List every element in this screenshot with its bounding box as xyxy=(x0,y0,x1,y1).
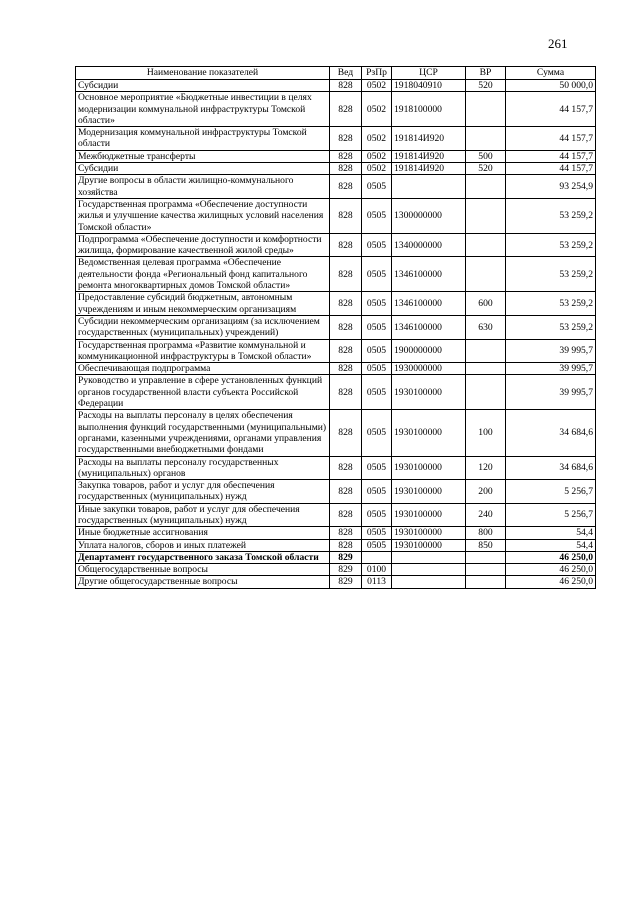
header-rzpr: РзПр xyxy=(362,67,392,80)
table-row xyxy=(76,539,596,551)
cell-name: Иные бюджетные ассигнования xyxy=(76,527,330,539)
cell-ved: 828 xyxy=(330,539,362,551)
cell-rzpr: 0502 xyxy=(362,150,392,162)
cell-sum: 5 256,7 xyxy=(506,503,596,527)
cell-vr: 100 xyxy=(466,410,506,456)
cell-vr xyxy=(466,564,506,576)
table-row xyxy=(76,339,596,363)
table-row xyxy=(76,292,596,316)
cell-vr: 850 xyxy=(466,539,506,551)
cell-rzpr: 0505 xyxy=(362,375,392,410)
cell-name: Департамент государственного заказа Томской области xyxy=(76,551,330,563)
cell-name: Ведомственная целевая программа «Обеспечение деятельности фонда «Региональный фонд капитального ремонта многоквартирных домов Томской области» xyxy=(76,257,330,292)
cell-vr xyxy=(466,375,506,410)
cell-sum: 46 250,0 xyxy=(506,576,596,588)
cell-csr: 1930000000 xyxy=(392,363,466,375)
cell-ved: 829 xyxy=(330,564,362,576)
cell-name: Руководство и управление в сфере установленных функций органов государственной власти субъекта Российской Федерации xyxy=(76,375,330,410)
cell-name: Иные закупки товаров, работ и услуг для обеспечения государственных (муниципальных) нужд xyxy=(76,503,330,527)
cell-ved: 829 xyxy=(330,576,362,588)
cell-sum: 44 157,7 xyxy=(506,92,596,127)
cell-csr xyxy=(392,576,466,588)
table-header-row xyxy=(76,67,596,80)
cell-vr xyxy=(466,198,506,233)
cell-name: Государственная программа «Развитие коммунальной и коммуникационной инфраструктуры в Томской области» xyxy=(76,339,330,363)
cell-name: Уплата налогов, сборов и иных платежей xyxy=(76,539,330,551)
cell-csr: 191814И920 xyxy=(392,127,466,151)
table-row xyxy=(76,480,596,504)
cell-name: Расходы на выплаты персоналу государственных (муниципальных) органов xyxy=(76,456,330,480)
cell-name: Субсидии xyxy=(76,163,330,175)
cell-vr: 500 xyxy=(466,150,506,162)
cell-vr xyxy=(466,576,506,588)
cell-csr xyxy=(392,564,466,576)
cell-rzpr: 0505 xyxy=(362,503,392,527)
cell-sum: 54,4 xyxy=(506,527,596,539)
cell-rzpr: 0502 xyxy=(362,163,392,175)
cell-ved: 828 xyxy=(330,233,362,257)
cell-csr: 1300000000 xyxy=(392,198,466,233)
table-row xyxy=(76,503,596,527)
cell-sum: 53 259,2 xyxy=(506,198,596,233)
cell-rzpr: 0505 xyxy=(362,456,392,480)
table-row xyxy=(76,175,596,199)
cell-csr: 1340000000 xyxy=(392,233,466,257)
cell-vr: 600 xyxy=(466,292,506,316)
cell-name: Другие общегосударственные вопросы xyxy=(76,576,330,588)
cell-vr: 240 xyxy=(466,503,506,527)
cell-ved: 828 xyxy=(330,150,362,162)
cell-sum: 34 684,6 xyxy=(506,410,596,456)
cell-rzpr: 0505 xyxy=(362,363,392,375)
cell-ved: 828 xyxy=(330,375,362,410)
cell-vr: 520 xyxy=(466,80,506,92)
cell-name: Субсидии некоммерческим организациям (за исключением государственных (муниципальных) учреждений) xyxy=(76,315,330,339)
cell-vr: 120 xyxy=(466,456,506,480)
cell-ved: 828 xyxy=(330,456,362,480)
cell-sum: 53 259,2 xyxy=(506,257,596,292)
cell-sum: 53 259,2 xyxy=(506,292,596,316)
cell-name: Закупка товаров, работ и услуг для обеспечения государственных (муниципальных) нужд xyxy=(76,480,330,504)
cell-ved: 828 xyxy=(330,175,362,199)
cell-sum: 54,4 xyxy=(506,539,596,551)
cell-csr: 1900000000 xyxy=(392,339,466,363)
header-sum: Сумма xyxy=(506,67,596,80)
cell-sum: 46 250,0 xyxy=(506,551,596,563)
cell-vr: 800 xyxy=(466,527,506,539)
cell-csr: 1346100000 xyxy=(392,315,466,339)
cell-rzpr: 0505 xyxy=(362,410,392,456)
table-row xyxy=(76,315,596,339)
cell-vr: 520 xyxy=(466,163,506,175)
cell-rzpr: 0502 xyxy=(362,80,392,92)
cell-ved: 828 xyxy=(330,339,362,363)
cell-name: Модернизация коммунальной инфраструктуры Томской области xyxy=(76,127,330,151)
cell-sum: 5 256,7 xyxy=(506,480,596,504)
cell-sum: 53 259,2 xyxy=(506,233,596,257)
table-row xyxy=(76,80,596,92)
table-row xyxy=(76,576,596,588)
cell-vr: 630 xyxy=(466,315,506,339)
cell-rzpr: 0100 xyxy=(362,564,392,576)
cell-name: Межбюджетные трансферты xyxy=(76,150,330,162)
cell-csr: 1930100000 xyxy=(392,456,466,480)
page-number: 261 xyxy=(548,36,568,51)
cell-ved: 828 xyxy=(330,257,362,292)
table-row xyxy=(76,198,596,233)
cell-csr: 1930100000 xyxy=(392,375,466,410)
cell-csr: 1930100000 xyxy=(392,527,466,539)
cell-csr: 191814И920 xyxy=(392,150,466,162)
cell-ved: 828 xyxy=(330,480,362,504)
cell-rzpr: 0505 xyxy=(362,315,392,339)
cell-vr xyxy=(466,233,506,257)
header-ved: Вед xyxy=(330,67,362,80)
cell-ved: 828 xyxy=(330,80,362,92)
cell-rzpr: 0505 xyxy=(362,198,392,233)
cell-name: Расходы на выплаты персоналу в целях обеспечения выполнения функций государственными (муниципальными) органами, казенными учреждениями, органами управления государственными внебюджетными фондами xyxy=(76,410,330,456)
cell-sum: 53 259,2 xyxy=(506,315,596,339)
cell-rzpr: 0505 xyxy=(362,480,392,504)
cell-ved: 828 xyxy=(330,363,362,375)
table-row xyxy=(76,564,596,576)
cell-ved: 828 xyxy=(330,292,362,316)
table-row xyxy=(76,233,596,257)
cell-vr xyxy=(466,363,506,375)
cell-sum: 34 684,6 xyxy=(506,456,596,480)
cell-csr: 191814И920 xyxy=(392,163,466,175)
cell-vr xyxy=(466,175,506,199)
cell-rzpr: 0505 xyxy=(362,527,392,539)
cell-sum: 46 250,0 xyxy=(506,564,596,576)
table-row xyxy=(76,363,596,375)
cell-ved: 828 xyxy=(330,127,362,151)
cell-ved: 828 xyxy=(330,527,362,539)
cell-sum: 44 157,7 xyxy=(506,150,596,162)
table-row xyxy=(76,375,596,410)
header-name: Наименование показателей xyxy=(76,67,330,80)
cell-csr xyxy=(392,551,466,563)
cell-ved: 828 xyxy=(330,503,362,527)
cell-ved: 828 xyxy=(330,315,362,339)
cell-name: Обеспечивающая подпрограмма xyxy=(76,363,330,375)
cell-sum: 93 254,9 xyxy=(506,175,596,199)
cell-csr xyxy=(392,175,466,199)
cell-name: Предоставление субсидий бюджетным, автономным учреждениям и иным некоммерческим организациям xyxy=(76,292,330,316)
cell-ved: 829 xyxy=(330,551,362,563)
table-row xyxy=(76,527,596,539)
cell-rzpr: 0502 xyxy=(362,127,392,151)
cell-rzpr: 0505 xyxy=(362,233,392,257)
cell-vr xyxy=(466,551,506,563)
table-row xyxy=(76,163,596,175)
cell-csr: 1918040910 xyxy=(392,80,466,92)
cell-name: Общегосударственные вопросы xyxy=(76,564,330,576)
cell-name: Государственная программа «Обеспечение доступности жилья и улучшение качества жилищных условий населения Томской области» xyxy=(76,198,330,233)
table-row xyxy=(76,257,596,292)
cell-sum: 44 157,7 xyxy=(506,127,596,151)
cell-rzpr: 0505 xyxy=(362,257,392,292)
cell-csr: 1930100000 xyxy=(392,480,466,504)
table-row xyxy=(76,150,596,162)
cell-csr: 1918100000 xyxy=(392,92,466,127)
cell-csr: 1346100000 xyxy=(392,292,466,316)
cell-name: Субсидии xyxy=(76,80,330,92)
cell-rzpr: 0505 xyxy=(362,539,392,551)
cell-rzpr: 0502 xyxy=(362,92,392,127)
cell-vr xyxy=(466,127,506,151)
cell-vr xyxy=(466,257,506,292)
cell-vr xyxy=(466,339,506,363)
cell-name: Основное мероприятие «Бюджетные инвестиции в целях модернизации коммунальной инфраструктуры Томской области» xyxy=(76,92,330,127)
table-row xyxy=(76,92,596,127)
cell-ved: 828 xyxy=(330,163,362,175)
cell-csr: 1930100000 xyxy=(392,503,466,527)
table-row xyxy=(76,456,596,480)
cell-rzpr: 0505 xyxy=(362,339,392,363)
cell-rzpr: 0505 xyxy=(362,292,392,316)
budget-table xyxy=(75,66,596,589)
header-csr: ЦСР xyxy=(392,67,466,80)
cell-sum: 39 995,7 xyxy=(506,339,596,363)
cell-ved: 828 xyxy=(330,410,362,456)
cell-rzpr: 0113 xyxy=(362,576,392,588)
cell-name: Подпрограмма «Обеспечение доступности и комфортности жилища, формирование качественной жилой среды» xyxy=(76,233,330,257)
cell-rzpr xyxy=(362,551,392,563)
cell-sum: 44 157,7 xyxy=(506,163,596,175)
cell-sum: 39 995,7 xyxy=(506,363,596,375)
cell-vr xyxy=(466,92,506,127)
table-body xyxy=(76,80,596,589)
table-row xyxy=(76,410,596,456)
cell-name: Другие вопросы в области жилищно-коммунального хозяйства xyxy=(76,175,330,199)
header-vr: ВР xyxy=(466,67,506,80)
cell-csr: 1930100000 xyxy=(392,539,466,551)
cell-csr: 1930100000 xyxy=(392,410,466,456)
cell-sum: 39 995,7 xyxy=(506,375,596,410)
cell-ved: 828 xyxy=(330,198,362,233)
cell-csr: 1346100000 xyxy=(392,257,466,292)
cell-sum: 50 000,0 xyxy=(506,80,596,92)
cell-rzpr: 0505 xyxy=(362,175,392,199)
cell-vr: 200 xyxy=(466,480,506,504)
table-row xyxy=(76,551,596,563)
table-row xyxy=(76,127,596,151)
cell-ved: 828 xyxy=(330,92,362,127)
